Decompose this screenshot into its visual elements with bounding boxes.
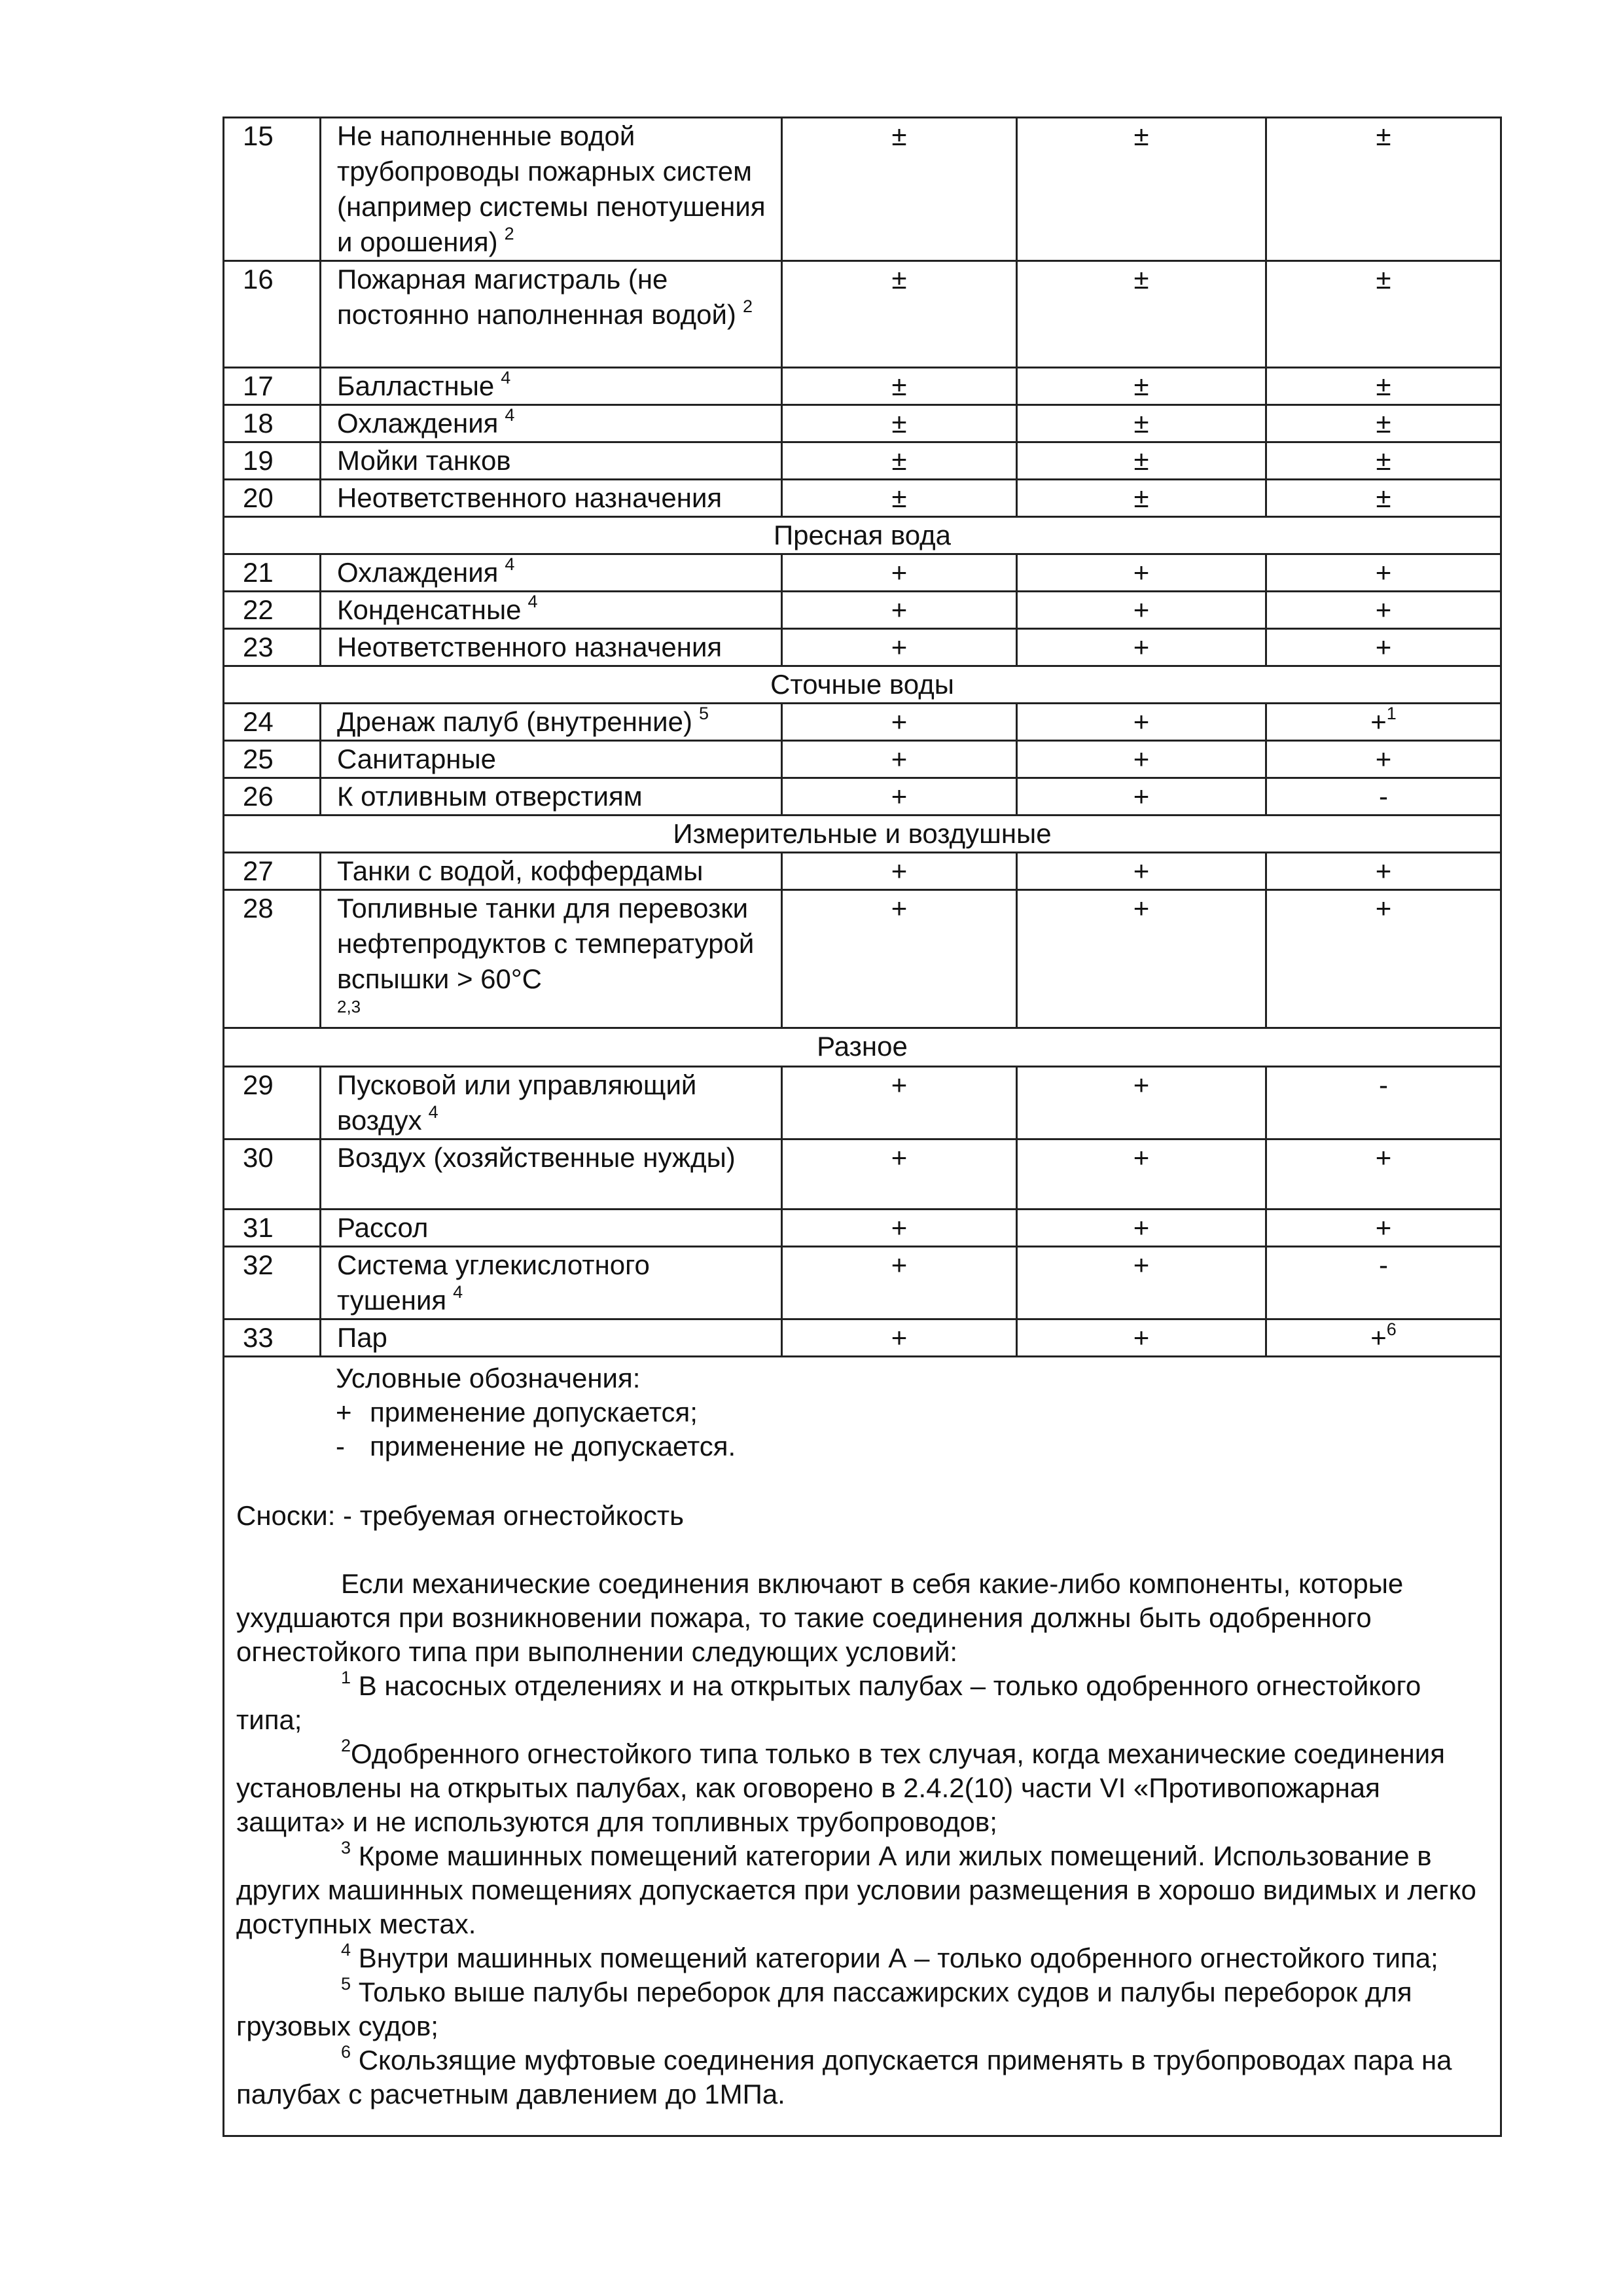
cell-col1 (782, 629, 1017, 666)
table-row (224, 368, 1501, 405)
mark-symbol: + (1133, 594, 1150, 625)
row-description (321, 261, 782, 368)
cell-col3 (1266, 480, 1501, 517)
table-row (224, 1210, 1501, 1247)
mark-symbol: + (1133, 855, 1150, 886)
cell-col3 (1266, 704, 1501, 741)
footnote-ref: 4 (428, 1102, 438, 1122)
footnote-mark: 5 (341, 1974, 351, 1994)
row-description (321, 1319, 782, 1357)
mark-symbol: ± (1133, 445, 1149, 476)
mark-symbol: + (1133, 557, 1150, 588)
mark-symbol: ± (891, 482, 907, 513)
mark-symbol: ± (891, 264, 907, 295)
mark-symbol: + (1375, 632, 1392, 662)
mark-symbol: ± (1376, 264, 1391, 295)
mark-symbol: + (1133, 1142, 1150, 1173)
table-row (224, 442, 1501, 480)
row-description (321, 442, 782, 480)
mark-symbol: + (891, 1212, 908, 1243)
cell-col1 (782, 1247, 1017, 1319)
cell-col1 (782, 890, 1017, 1028)
table-row (224, 1247, 1501, 1319)
cell-col3 (1266, 741, 1501, 778)
table-row (224, 592, 1501, 629)
cell-col2 (1017, 1210, 1266, 1247)
mark-symbol: + (891, 557, 908, 588)
row-number: 17 (224, 368, 321, 405)
row-description (321, 890, 782, 1028)
row-description (321, 1067, 782, 1139)
footnote-mark: 1 (341, 1668, 351, 1687)
mark-symbol: + (1370, 706, 1387, 737)
row-number: 32 (224, 1247, 321, 1319)
compatibility-table (223, 117, 1502, 2137)
cell-col2 (1017, 368, 1266, 405)
row-number: 24 (224, 704, 321, 741)
description-text: Охлаждения (337, 557, 499, 588)
footnote-4 (236, 1941, 1493, 1975)
cell-col1 (782, 261, 1017, 368)
mark-symbol: + (891, 1322, 908, 1353)
cell-col3 (1266, 1247, 1501, 1319)
section-title: Сточные воды (224, 666, 1501, 704)
cell-col2 (1017, 1247, 1266, 1319)
description-text: Пожарная магистраль (не постоянно наполненная водой) (337, 264, 736, 330)
cell-col2 (1017, 853, 1266, 890)
cell-col3 (1266, 554, 1501, 592)
footnote-mark: 3 (341, 1838, 351, 1857)
mark-symbol: + (891, 594, 908, 625)
mark-symbol: - (1379, 781, 1388, 812)
row-description (321, 554, 782, 592)
mark-symbol: + (1133, 1322, 1150, 1353)
row-number: 29 (224, 1067, 321, 1139)
cell-col2 (1017, 405, 1266, 442)
table-row (224, 118, 1501, 261)
legend-minus-text: применение не допускается. (370, 1431, 736, 1462)
cell-col1 (782, 480, 1017, 517)
footnote-text: Внутри машинных помещений категории А – только одобренного огнестойкого типа; (358, 1943, 1438, 1973)
row-number: 22 (224, 592, 321, 629)
cell-col1 (782, 592, 1017, 629)
table-row (224, 261, 1501, 368)
row-number: 26 (224, 778, 321, 816)
mark-symbol: + (1375, 1142, 1392, 1173)
cell-col1 (782, 554, 1017, 592)
cell-col3 (1266, 261, 1501, 368)
mark-symbol: - (1379, 1249, 1388, 1280)
row-description (321, 368, 782, 405)
mark-symbol: - (1379, 1069, 1388, 1100)
table-row (224, 741, 1501, 778)
footnote-text: Скользящие муфтовые соединения допускается применять в трубопроводах пара на палубах с расчетным давлением до 1МПа. (236, 2045, 1452, 2109)
description-text: Танки с водой, коффердамы (337, 855, 704, 886)
cell-col3 (1266, 592, 1501, 629)
cell-col1 (782, 778, 1017, 816)
description-text: Не наполненные водой трубопроводы пожарных систем (например системы пенотушения и орошения) (337, 120, 766, 257)
cell-col1 (782, 704, 1017, 741)
mark-symbol: + (1133, 1212, 1150, 1243)
row-number: 28 (224, 890, 321, 1028)
mark-symbol: + (1375, 744, 1392, 774)
cell-col2 (1017, 890, 1266, 1028)
row-number: 18 (224, 405, 321, 442)
mark-symbol: + (1375, 1212, 1392, 1243)
row-description (321, 629, 782, 666)
mark-symbol: ± (1376, 482, 1391, 513)
footnote-text: В насосных отделениях и на открытых палубах – только одобренного огнестойкого типа; (236, 1670, 1421, 1735)
cell-col1 (782, 1139, 1017, 1210)
row-description (321, 704, 782, 741)
table-row (224, 554, 1501, 592)
table-row (224, 405, 1501, 442)
cell-col2 (1017, 261, 1266, 368)
mark-symbol: ± (891, 370, 907, 401)
cell-col2 (1017, 480, 1266, 517)
legend-plus-text: применение допускается; (370, 1397, 698, 1427)
cell-col3 (1266, 853, 1501, 890)
mark-symbol: + (1133, 744, 1150, 774)
cell-col2 (1017, 554, 1266, 592)
table-row (224, 1067, 1501, 1139)
mark-symbol: + (1133, 781, 1150, 812)
section-title: Разное (224, 1028, 1501, 1067)
row-number: 25 (224, 741, 321, 778)
row-number: 31 (224, 1210, 321, 1247)
row-number: 33 (224, 1319, 321, 1357)
cell-col2 (1017, 1139, 1266, 1210)
mark-symbol: + (891, 893, 908, 924)
footnote-text: Кроме машинных помещений категории А или жилых помещений. Использование в других машинных помещениях допускается при условии размещения в хорошо видимых и легко доступных местах. (236, 1840, 1476, 1939)
plus-symbol: + (336, 1397, 352, 1427)
table-row (224, 629, 1501, 666)
footnote-mark: 2 (341, 1736, 351, 1755)
row-number: 15 (224, 118, 321, 261)
footnote-text: Только выше палубы переборок для пассажирских судов и палубы переборок для грузовых судов; (236, 1977, 1412, 2041)
cell-col3 (1266, 1139, 1501, 1210)
row-number: 20 (224, 480, 321, 517)
row-number: 27 (224, 853, 321, 890)
legend-minus (336, 1429, 736, 1463)
footnote-ref: 2 (504, 224, 514, 243)
cell-col1 (782, 741, 1017, 778)
row-number: 16 (224, 261, 321, 368)
mark-symbol: ± (891, 120, 907, 151)
description-text: Неответственного назначения (337, 482, 722, 513)
row-number: 23 (224, 629, 321, 666)
mark-symbol: + (891, 632, 908, 662)
row-number: 21 (224, 554, 321, 592)
cell-col3 (1266, 629, 1501, 666)
cell-col3 (1266, 368, 1501, 405)
section-row (224, 816, 1501, 853)
footnote-text: Одобренного огнестойкого типа только в тех случая, когда механические соединения установлены на открытых палубах, как оговорено в 2.4.2(10) части VI «Противопожарная защита» и не используются для топливных трубопроводов; (236, 1738, 1445, 1837)
mark-symbol: ± (1376, 370, 1391, 401)
mark-symbol: + (1133, 632, 1150, 662)
cell-col1 (782, 442, 1017, 480)
mark-symbol: ± (1376, 120, 1391, 151)
mark-symbol: + (1133, 1069, 1150, 1100)
cell-col1 (782, 368, 1017, 405)
mark-symbol: + (1375, 557, 1392, 588)
cell-col3 (1266, 442, 1501, 480)
cell-col3 (1266, 1210, 1501, 1247)
mark-symbol: ± (1133, 408, 1149, 439)
description-text: Охлаждения (337, 408, 499, 439)
description-text: Мойки танков (337, 445, 511, 476)
footnote-mark: 6 (341, 2042, 351, 2062)
footnote-ref: 4 (527, 592, 538, 611)
footnote-mark: 4 (341, 1940, 351, 1960)
cell-col3 (1266, 890, 1501, 1028)
cell-col2 (1017, 704, 1266, 741)
mark-symbol: + (1375, 893, 1392, 924)
mark-symbol: ± (1133, 370, 1149, 401)
legend-title: Условные обозначения: (336, 1363, 641, 1393)
section-title: Измерительные и воздушные (224, 816, 1501, 853)
mark-symbol: + (1133, 893, 1150, 924)
row-description (321, 778, 782, 816)
footnote-5 (236, 1975, 1493, 2043)
row-description (321, 1247, 782, 1319)
table-row (224, 1319, 1501, 1357)
mark-symbol: + (1133, 706, 1150, 737)
mark-symbol: ± (1376, 408, 1391, 439)
row-description (321, 1139, 782, 1210)
cell-col2 (1017, 442, 1266, 480)
row-description (321, 741, 782, 778)
mark-symbol: ± (891, 445, 907, 476)
table-row (224, 480, 1501, 517)
cell-col1 (782, 1319, 1017, 1357)
mark-symbol: + (891, 1249, 908, 1280)
cell-col3 (1266, 405, 1501, 442)
cell-col2 (1017, 741, 1266, 778)
mark-symbol: ± (1376, 445, 1391, 476)
row-description (321, 118, 782, 261)
mark-symbol: + (1133, 1249, 1150, 1280)
description-text: Балластные (337, 370, 495, 401)
mark-symbol: + (1370, 1322, 1387, 1353)
cell-col2 (1017, 778, 1266, 816)
description-text: К отливным отверстиям (337, 781, 643, 812)
table-row (224, 1139, 1501, 1210)
cell-col2 (1017, 629, 1266, 666)
notes-row (224, 1357, 1501, 2136)
footnotes-intro: Если механические соединения включают в себя какие-либо компоненты, которые ухудшаются при возникновении пожара, то такие соединения должны быть одобренного огнестойкого типа при выполнении следующих условий: (236, 1568, 1404, 1667)
cell-col3 (1266, 1067, 1501, 1139)
description-text: Конденсатные (337, 594, 522, 625)
row-number: 30 (224, 1139, 321, 1210)
row-description (321, 1210, 782, 1247)
mark-symbol: ± (1133, 482, 1149, 513)
footnote-ref: 4 (501, 368, 511, 387)
description-text: Пар (337, 1322, 387, 1353)
row-description (321, 592, 782, 629)
mark-symbol: + (1375, 594, 1392, 625)
cell-col1 (782, 1210, 1017, 1247)
footnote-6 (236, 2043, 1493, 2111)
mark-symbol: + (891, 1069, 908, 1100)
mark-symbol: ± (891, 408, 907, 439)
footnote-ref: 2 (742, 296, 753, 316)
footnote-ref: 1 (1386, 704, 1397, 723)
notes-cell (224, 1357, 1501, 2136)
row-number: 19 (224, 442, 321, 480)
footnote-2 (236, 1737, 1493, 1839)
cell-col3 (1266, 118, 1501, 261)
section-row (224, 666, 1501, 704)
table-row (224, 890, 1501, 1028)
legend (336, 1361, 736, 1463)
description-text: Рассол (337, 1212, 429, 1243)
mark-symbol: + (1375, 855, 1392, 886)
mark-symbol: + (891, 1142, 908, 1173)
description-text: Топливные танки для перевозки нефтепродуктов с температурой вспышки > 60°С (337, 893, 755, 994)
table-row (224, 778, 1501, 816)
description-text: Пусковой или управляющий воздух (337, 1069, 697, 1136)
footnote-ref: 4 (453, 1282, 463, 1302)
description-text: Воздух (хозяйственные нужды) (337, 1142, 736, 1173)
mark-symbol: ± (1133, 264, 1149, 295)
cell-col3 (1266, 1319, 1501, 1357)
section-title: Пресная вода (224, 517, 1501, 554)
footnote-1 (236, 1669, 1493, 1737)
mark-symbol: ± (1133, 120, 1149, 151)
footnote-ref: 5 (698, 704, 709, 723)
legend-plus (336, 1395, 736, 1429)
table-row (224, 853, 1501, 890)
section-row (224, 1028, 1501, 1067)
cell-col1 (782, 405, 1017, 442)
mark-symbol: + (891, 855, 908, 886)
mark-symbol: + (891, 781, 908, 812)
mark-symbol: + (891, 744, 908, 774)
table-row (224, 704, 1501, 741)
minus-symbol: - (336, 1431, 345, 1462)
mark-symbol: + (891, 706, 908, 737)
footnotes (236, 1499, 1493, 2111)
cell-col1 (782, 118, 1017, 261)
description-text: Неответственного назначения (337, 632, 722, 662)
row-description (321, 405, 782, 442)
footnote-3 (236, 1839, 1493, 1941)
cell-col1 (782, 853, 1017, 890)
footnotes-heading: Сноски: - требуемая огнестойкость (236, 1500, 684, 1531)
description-text: Санитарные (337, 744, 497, 774)
description-text: Дренаж палуб (внутренние) (337, 706, 692, 737)
section-row (224, 517, 1501, 554)
footnote-ref: 6 (1386, 1319, 1397, 1339)
description-text: Система углекислотного тушения (337, 1249, 650, 1316)
row-description (321, 853, 782, 890)
cell-col3 (1266, 778, 1501, 816)
footnote-ref: 4 (505, 554, 515, 574)
cell-col1 (782, 1067, 1017, 1139)
cell-col2 (1017, 592, 1266, 629)
footnote-ref: 4 (505, 405, 515, 425)
cell-col2 (1017, 1067, 1266, 1139)
cell-col2 (1017, 118, 1266, 261)
row-description (321, 480, 782, 517)
cell-col2 (1017, 1319, 1266, 1357)
footnote-ref: 2,3 (337, 997, 361, 1016)
